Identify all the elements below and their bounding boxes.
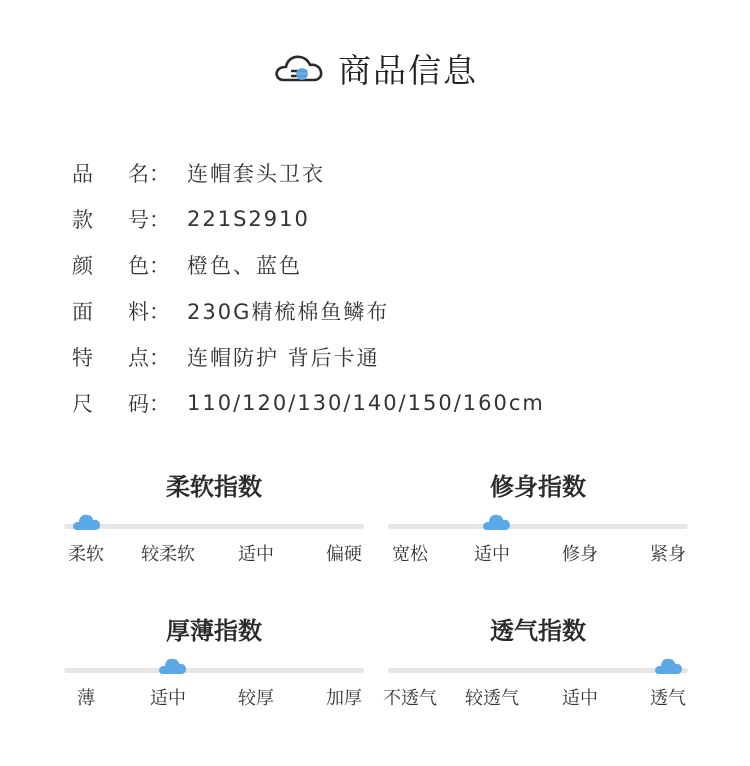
meter-option: 较柔软 bbox=[141, 544, 195, 565]
info-row-style-number bbox=[72, 196, 545, 242]
meter-track bbox=[64, 524, 364, 529]
info-label: 颜 色： bbox=[72, 254, 170, 278]
meter-option: 较厚 bbox=[238, 688, 274, 709]
meter-options bbox=[383, 684, 688, 714]
product-info-list bbox=[72, 150, 545, 426]
info-label: 品 名： bbox=[72, 162, 170, 186]
meter-option: 柔软 bbox=[68, 544, 104, 565]
meter-option: 适中 bbox=[474, 544, 510, 565]
thickness-meter bbox=[64, 614, 364, 714]
meter-option: 较透气 bbox=[465, 688, 519, 709]
info-row-name bbox=[72, 150, 545, 196]
info-label: 特 点： bbox=[72, 346, 170, 370]
info-row-features bbox=[72, 334, 545, 380]
meter-track bbox=[388, 668, 688, 673]
section-header bbox=[0, 44, 750, 92]
fit-meter bbox=[388, 470, 688, 570]
meter-options bbox=[64, 684, 364, 714]
meter-option: 紧身 bbox=[650, 544, 686, 565]
meter-options bbox=[388, 540, 688, 570]
meter-option: 加厚 bbox=[326, 688, 362, 709]
meter-option: 不透气 bbox=[383, 688, 437, 709]
softness-meter bbox=[64, 470, 364, 570]
meter-title: 柔软指数 bbox=[166, 473, 262, 501]
meter-option: 薄 bbox=[77, 688, 95, 709]
info-value-size: 110/120/130/140/150/160cm bbox=[187, 391, 545, 415]
meter-options bbox=[64, 540, 364, 570]
meter-title: 修身指数 bbox=[490, 473, 586, 501]
info-label: 款 号： bbox=[72, 208, 170, 232]
cloud-slider-knob-icon bbox=[157, 657, 187, 675]
meter-option: 适中 bbox=[150, 688, 186, 709]
meter-title: 厚薄指数 bbox=[166, 617, 262, 645]
info-value-fabric: 230G精梳棉鱼鳞布 bbox=[187, 300, 390, 324]
info-value-features: 连帽防护 背后卡通 bbox=[187, 346, 380, 370]
info-row-color bbox=[72, 242, 545, 288]
meter-track bbox=[388, 524, 688, 529]
meter-option: 透气 bbox=[650, 688, 686, 709]
breathability-meter bbox=[383, 614, 688, 714]
info-value-style-number: 221S2910 bbox=[187, 207, 310, 231]
meter-option: 宽松 bbox=[392, 544, 428, 565]
cloud-icon bbox=[272, 48, 328, 88]
page-title: 商品信息 bbox=[338, 50, 478, 90]
meter-option: 适中 bbox=[238, 544, 274, 565]
cloud-slider-knob-icon bbox=[481, 513, 511, 531]
info-row-fabric bbox=[72, 288, 545, 334]
cloud-slider-knob-icon bbox=[653, 657, 683, 675]
info-row-size bbox=[72, 380, 545, 426]
meter-track bbox=[64, 668, 364, 673]
meter-option: 修身 bbox=[562, 544, 598, 565]
meter-title: 透气指数 bbox=[490, 617, 586, 645]
info-value-color: 橙色、蓝色 bbox=[187, 254, 302, 278]
info-label: 面 料： bbox=[72, 300, 170, 324]
meter-option: 适中 bbox=[562, 688, 598, 709]
meter-option: 偏硬 bbox=[326, 544, 362, 565]
info-label: 尺 码： bbox=[72, 392, 170, 416]
info-value-name: 连帽套头卫衣 bbox=[187, 162, 325, 186]
cloud-slider-knob-icon bbox=[71, 513, 101, 531]
